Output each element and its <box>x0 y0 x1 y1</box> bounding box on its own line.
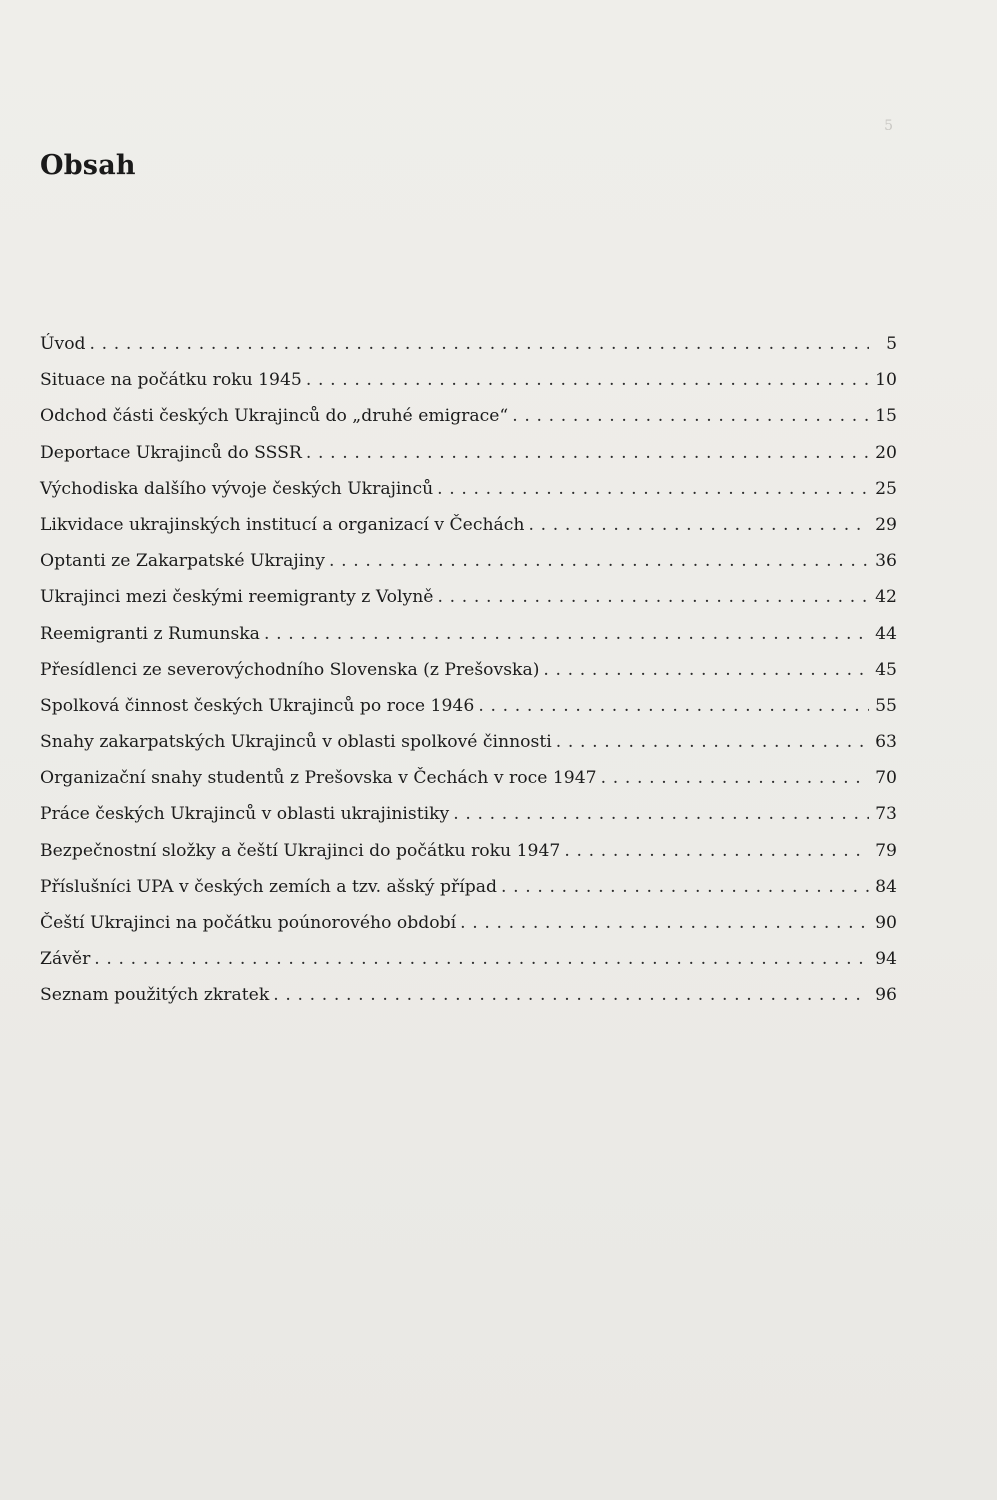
toc-dot-leader <box>306 435 869 471</box>
toc-entry-label: Snahy zakarpatských Ukrajinců v oblasti spolkové činnosti <box>40 732 552 753</box>
toc-entry <box>40 398 897 434</box>
toc-dot-leader <box>512 398 869 434</box>
toc-entry-page-number: 42 <box>875 587 897 608</box>
toc-entry-label: Čeští Ukrajinci na počátku poúnorového období <box>40 913 457 933</box>
toc-entry-page-number: 84 <box>875 876 897 897</box>
toc-entry <box>40 652 897 688</box>
table-of-contents <box>40 326 897 1014</box>
toc-dot-leader <box>478 688 869 724</box>
toc-entry-label: Organizační snahy studentů z Prešovska v Čechách v roce 1947 <box>40 768 597 789</box>
toc-entry-label: Seznam použitých zkratek <box>40 985 270 1006</box>
toc-dot-leader <box>501 869 869 905</box>
toc-entry-page-number: 10 <box>875 370 897 391</box>
toc-entry-label: Závěr <box>40 949 91 970</box>
toc-dot-leader <box>460 905 869 941</box>
toc-entry-label: Úvod <box>40 334 86 354</box>
toc-entry-page-number: 45 <box>875 659 897 680</box>
toc-dot-leader <box>94 941 869 977</box>
toc-entry <box>40 362 897 398</box>
toc-entry-page-number: 94 <box>875 949 897 970</box>
toc-entry-label: Reemigranti z Rumunska <box>40 623 260 644</box>
toc-entry <box>40 326 897 362</box>
toc-entry-page-number: 90 <box>875 913 897 933</box>
toc-dot-leader <box>453 796 869 832</box>
toc-dot-leader <box>543 652 869 688</box>
toc-entry <box>40 507 897 543</box>
toc-entry <box>40 941 897 977</box>
toc-dot-leader <box>528 507 869 543</box>
toc-entry-label: Bezpečnostní složky a čeští Ukrajinci do počátku roku 1947 <box>40 840 561 861</box>
toc-entry-page-number: 70 <box>875 768 897 789</box>
toc-entry <box>40 760 897 796</box>
toc-entry-label: Přesídlenci ze severovýchodního Slovenska (z Prešovska) <box>40 659 540 680</box>
toc-dot-leader <box>273 977 869 1013</box>
toc-entry-page-number: 79 <box>875 840 897 861</box>
toc-dot-leader <box>437 471 869 507</box>
toc-entry <box>40 977 897 1013</box>
toc-entry <box>40 543 897 579</box>
show-through-page-number: 5 <box>884 118 893 134</box>
page-title: Obsah <box>40 150 136 181</box>
toc-entry-page-number: 96 <box>875 985 897 1006</box>
toc-dot-leader <box>437 579 869 615</box>
toc-entry-label: Optanti ze Zakarpatské Ukrajiny <box>40 551 325 572</box>
toc-entry <box>40 833 897 869</box>
toc-entry <box>40 471 897 507</box>
toc-entry <box>40 435 897 471</box>
toc-entry <box>40 869 897 905</box>
toc-entry <box>40 688 897 724</box>
toc-entry-label: Situace na počátku roku 1945 <box>40 370 302 391</box>
toc-entry <box>40 796 897 832</box>
toc-entry-page-number: 44 <box>875 623 897 644</box>
toc-entry-page-number: 63 <box>875 732 897 753</box>
toc-entry <box>40 724 897 760</box>
toc-entry-label: Příslušníci UPA v českých zemích a tzv. ašský případ <box>40 876 497 897</box>
toc-entry-page-number: 73 <box>875 804 897 825</box>
toc-dot-leader <box>264 616 869 652</box>
toc-entry-page-number: 55 <box>875 695 897 716</box>
toc-entry-label: Východiska dalšího vývoje českých Ukrajinců <box>40 478 434 499</box>
toc-entry-page-number: 25 <box>875 478 897 499</box>
toc-entry <box>40 616 897 652</box>
toc-entry-label: Odchod části českých Ukrajinců do „druhé emigrace“ <box>40 406 509 427</box>
toc-entry-label: Deportace Ukrajinců do SSSR <box>40 442 302 463</box>
toc-entry-page-number: 29 <box>875 514 897 535</box>
toc-dot-leader <box>601 760 869 796</box>
toc-dot-leader <box>556 724 869 760</box>
toc-dot-leader <box>90 326 869 362</box>
toc-entry-label: Práce českých Ukrajinců v oblasti ukrajinistiky <box>40 804 450 825</box>
toc-entry-label: Ukrajinci mezi českými reemigranty z Volyně <box>40 587 434 608</box>
toc-dot-leader <box>306 362 869 398</box>
toc-entry-page-number: 5 <box>886 334 897 354</box>
toc-entry <box>40 579 897 615</box>
toc-entry-page-number: 36 <box>875 551 897 572</box>
toc-dot-leader <box>564 833 869 869</box>
toc-dot-leader <box>329 543 869 579</box>
toc-entry-label: Likvidace ukrajinských institucí a organizací v Čechách <box>40 514 525 535</box>
toc-entry-page-number: 15 <box>875 406 897 427</box>
toc-entry <box>40 905 897 941</box>
toc-entry-page-number: 20 <box>875 442 897 463</box>
toc-entry-label: Spolková činnost českých Ukrajinců po roce 1946 <box>40 695 475 716</box>
